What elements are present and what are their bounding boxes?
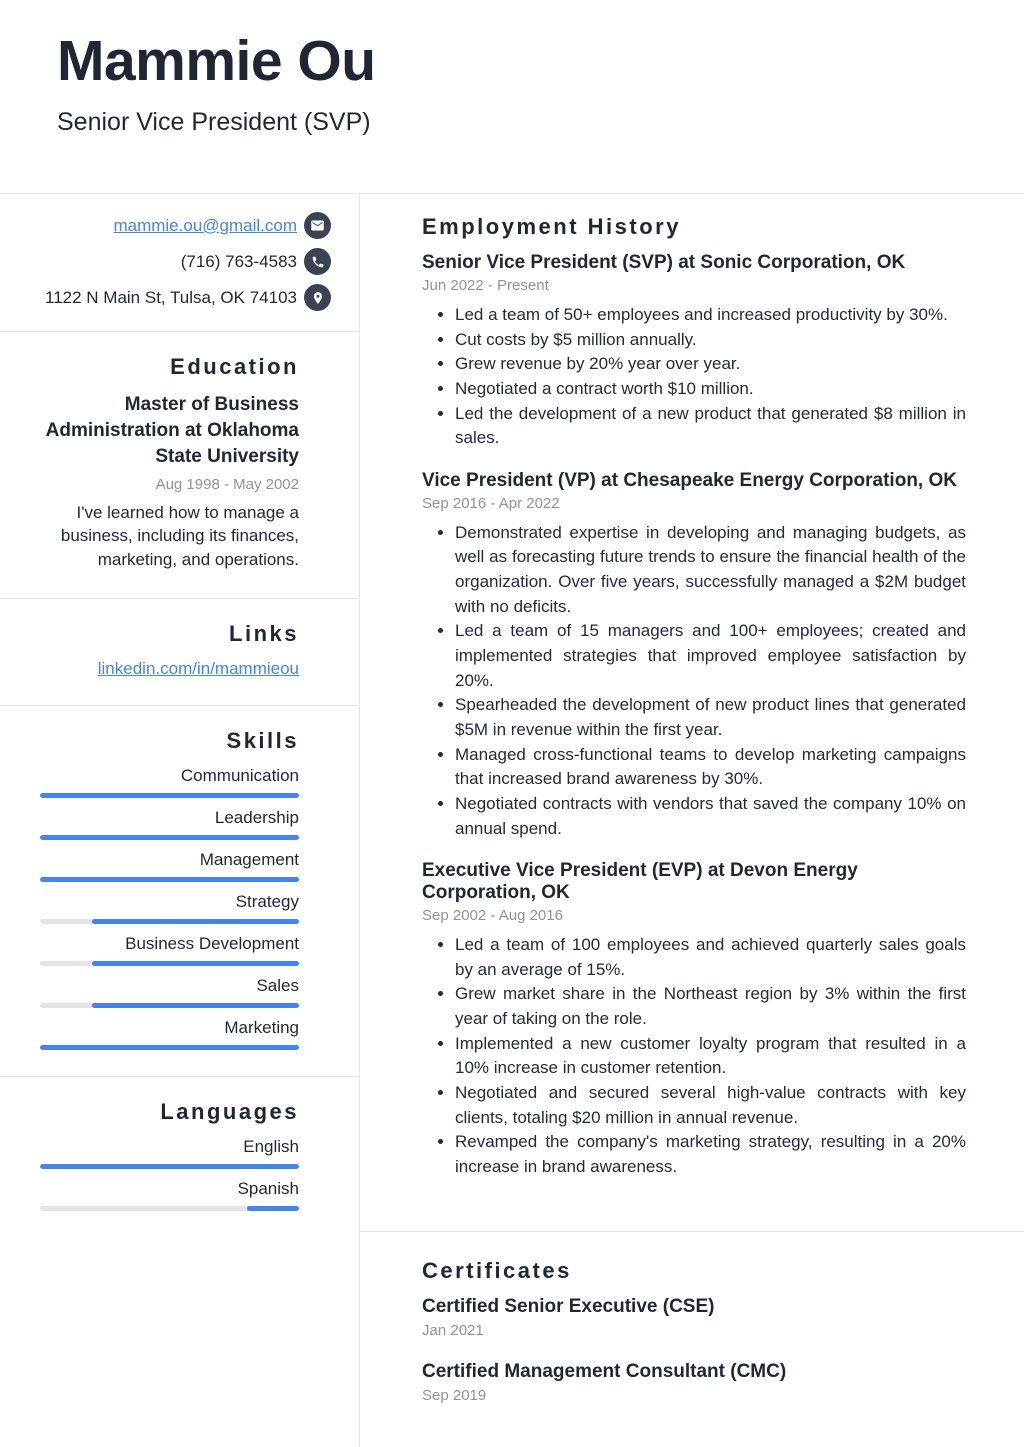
job-bullet: • Spearheaded the development of new product lines that generated $5M in revenue within the first year. (455, 693, 966, 742)
job-dates: Sep 2002 - Aug 2016 (422, 907, 563, 925)
jobs-list (422, 252, 966, 1180)
email-link[interactable]: mammie.ou@gmail.com (113, 215, 297, 235)
links-list (40, 659, 299, 679)
skills-heading: Skills (226, 728, 299, 754)
skill-label: Management (199, 850, 299, 870)
job-bullet: • Led the development of a new product that generated $8 million in sales. (455, 402, 966, 451)
job-bullet: • Negotiated contracts with vendors that saved the company 10% on annual spend. (455, 792, 966, 841)
job-entry (422, 470, 966, 841)
skill-label: Sales (256, 976, 299, 996)
contact-row-address (20, 284, 331, 311)
job-bullet: • Demonstrated expertise in developing and managing budgets, as well as forecasting future trends to ensure the financial health of the organization. Over five years, successfully managed a $2M budget with no deficits. (455, 521, 966, 620)
language-progress-bar (40, 1206, 299, 1211)
skill-progress-fill (92, 919, 299, 924)
resume-body (0, 194, 1024, 1447)
certificate-entry (422, 1296, 966, 1339)
envelope-icon (304, 212, 331, 239)
skill-item (40, 808, 299, 840)
languages-heading: Languages (160, 1099, 299, 1125)
language-progress-bar (40, 1164, 299, 1169)
candidate-job-title: Senior Vice President (SVP) (57, 107, 371, 136)
certificate-date: Sep 2019 (422, 1386, 487, 1404)
job-dates: Jun 2022 - Present (422, 277, 549, 294)
phone-number: (716) 763-4583 (180, 251, 297, 271)
language-item (40, 1137, 299, 1169)
certificate-entry (422, 1361, 966, 1404)
job-bullet: • Cut costs by $5 million annually. (455, 328, 966, 353)
job-bullet: • Grew market share in the Northeast region by 3% within the first year of taking on the role. (455, 982, 966, 1031)
contact-section (0, 194, 359, 332)
languages-section (0, 1077, 359, 1237)
skill-progress-fill (40, 793, 299, 798)
main-content (360, 194, 1024, 1447)
job-bullet: • Implemented a new customer loyalty program that resulted in a 10% increase in customer retention. (455, 1032, 966, 1081)
certificates-section (360, 1232, 1024, 1404)
certificate-title: Certified Senior Executive (CSE) (422, 1295, 715, 1317)
certificate-date: Jan 2021 (422, 1321, 484, 1339)
employment-section (360, 194, 1024, 1199)
links-heading: Links (229, 621, 299, 647)
phone-icon (304, 248, 331, 275)
job-bullet-list (422, 303, 966, 451)
skill-item (40, 892, 299, 924)
skill-progress-bar (40, 877, 299, 882)
skill-progress-fill (92, 1003, 299, 1008)
language-label: English (243, 1137, 299, 1157)
candidate-name: Mammie Ou (57, 29, 376, 93)
language-label: Spanish (237, 1179, 299, 1199)
skill-label: Marketing (224, 1018, 299, 1038)
skill-label: Business Development (125, 934, 299, 954)
languages-list (40, 1137, 299, 1211)
skill-label: Strategy (235, 892, 299, 912)
job-bullet: • Led a team of 15 managers and 100+ employees; created and implemented strategies that improved employee satisfaction by 20%. (455, 619, 966, 693)
address-text: 1122 N Main St, Tulsa, OK 74103 (45, 287, 297, 307)
certificate-title: Certified Management Consultant (CMC) (422, 1360, 787, 1382)
job-bullet: • Led a team of 50+ employees and increased productivity by 30%. (455, 303, 966, 328)
job-title: Senior Vice President (SVP) at Sonic Corporation, OK (422, 252, 906, 273)
job-bullet-list (422, 933, 966, 1179)
skill-progress-bar (40, 1045, 299, 1050)
location-pin-icon (304, 284, 331, 311)
skills-list (40, 766, 299, 1050)
skill-progress-fill (40, 877, 299, 882)
skills-section (0, 706, 359, 1077)
job-bullet: • Led a team of 100 employees and achieved quarterly sales goals by an average of 15%. (455, 933, 966, 982)
skill-item (40, 850, 299, 882)
linkedin-link[interactable]: linkedin.com/in/mammieou (97, 659, 299, 679)
skill-progress-bar (40, 961, 299, 966)
education-degree: Master of Business Administration at Oklahoma State University (45, 394, 299, 468)
certificates-heading: Certificates (422, 1257, 572, 1283)
contact-row-phone (20, 248, 331, 275)
job-bullet: • Revamped the company's marketing strategy, resulting in a 20% increase in brand awareness. (455, 1130, 966, 1179)
language-item (40, 1179, 299, 1211)
links-section (0, 599, 359, 706)
job-entry (422, 252, 966, 451)
job-entry (422, 860, 966, 1179)
education-dates: Aug 1998 - May 2002 (155, 475, 299, 493)
skill-progress-fill (40, 1045, 299, 1050)
job-bullet-list (422, 521, 966, 841)
skill-progress-fill (40, 835, 299, 840)
employment-heading: Employment History (422, 214, 681, 239)
skill-label: Communication (180, 766, 299, 786)
skill-progress-bar (40, 835, 299, 840)
skill-progress-bar (40, 919, 299, 924)
skill-item (40, 934, 299, 966)
certificates-list (422, 1296, 966, 1404)
skill-item (40, 766, 299, 798)
language-progress-fill (40, 1164, 299, 1169)
contact-row-email (20, 212, 331, 239)
sidebar (0, 194, 360, 1447)
job-dates: Sep 2016 - Apr 2022 (422, 494, 560, 512)
job-bullet: • Grew revenue by 20% year over year. (455, 352, 966, 377)
education-description: I've learned how to manage a business, including its finances, marketing, and operations. (60, 502, 299, 570)
language-progress-fill (247, 1206, 299, 1211)
skill-progress-bar (40, 1003, 299, 1008)
job-bullet: • Negotiated a contract worth $10 million. (455, 377, 966, 402)
skill-label: Leadership (214, 808, 299, 828)
job-title: Vice President (VP) at Chesapeake Energy Corporation, OK (422, 469, 957, 491)
link-row (40, 659, 299, 679)
education-heading: Education (170, 354, 299, 379)
job-bullet: • Managed cross-functional teams to develop marketing campaigns that increased brand awareness by 30%. (455, 743, 966, 792)
skill-item (40, 1018, 299, 1050)
skill-progress-bar (40, 793, 299, 798)
resume-header (0, 0, 1024, 194)
job-title: Executive Vice President (EVP) at Devon Energy Corporation, OK (422, 860, 858, 904)
education-section (0, 332, 359, 599)
job-bullet: • Negotiated and secured several high-value contracts with key clients, totaling $20 million in annual revenue. (455, 1081, 966, 1130)
skill-progress-fill (92, 961, 299, 966)
certificates-divider (360, 1231, 1024, 1426)
skill-item (40, 976, 299, 1008)
